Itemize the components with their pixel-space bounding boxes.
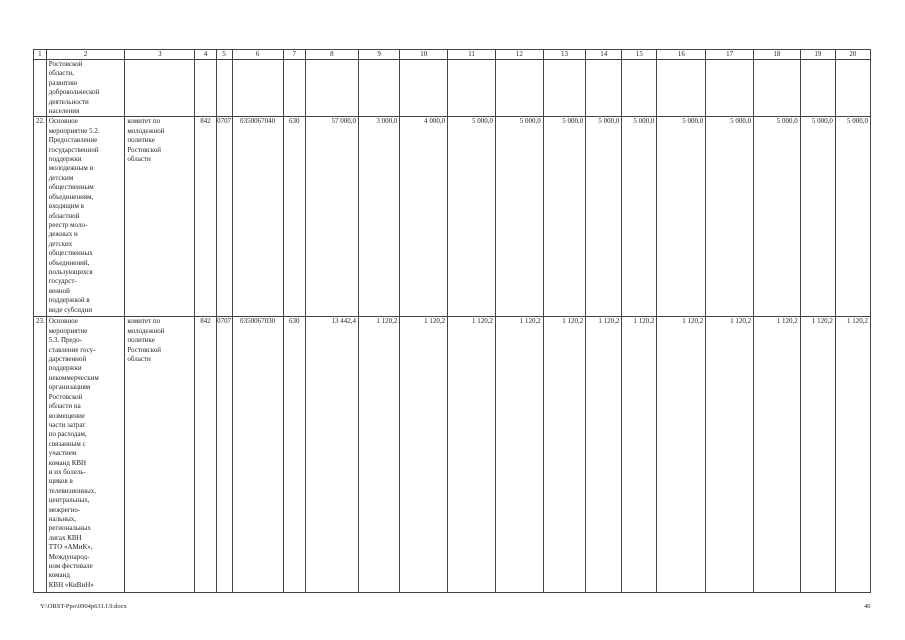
column-number: 10 (400, 50, 448, 60)
amount-cell: 5 000,0 (754, 117, 801, 317)
row-number: 23. (34, 317, 47, 593)
column-number-row (34, 50, 871, 60)
table-row (34, 60, 871, 117)
amount-cell: 5 000,0 (622, 117, 657, 317)
column-number: 3 (125, 50, 195, 60)
amount-cell: 1 120,2 (754, 317, 801, 593)
column-number: 7 (283, 50, 305, 60)
program-name-cell: Ростовской области, развитию добровольческой деятельности населения (46, 60, 125, 117)
table-row (34, 117, 871, 317)
amount-cell: 5 000,0 (800, 117, 835, 317)
amount-cell: 5 000,0 (448, 117, 496, 317)
table-row (34, 317, 871, 593)
amount-cell: 5 000,0 (495, 117, 543, 317)
amount-cell: 5 000,0 (835, 117, 870, 317)
program-name-cell: Основное мероприятие 5.2. Предоставление государственной поддержки молодежным и детским общественным объединениям, входящим в областной реестр моло- дежных и детских общественных объединений, пользующихся госудрст- венной поддержкой в виде субсидии (46, 117, 125, 317)
amount-cell: 1 120,2 (543, 317, 585, 593)
amount-cell: 1 120,2 (835, 317, 870, 593)
amount-cell: 13 442,4 (305, 317, 358, 593)
amount-cell: 57 000,0 (305, 117, 358, 317)
column-number: 4 (195, 50, 216, 60)
column-number: 6 (232, 50, 283, 60)
amount-cell: 5 000,0 (706, 117, 754, 317)
column-number: 17 (706, 50, 754, 60)
amount-cell: 1 120,2 (586, 317, 622, 593)
program-name-cell: Основное мероприятие 5.3. Предо- ставление госу- дарственной поддержки некоммерческим организациям Ростовской области на возмещение части затрат по расходам, связанным с участием команд КВН и их болель- щиков в телевизионных, центральных, межрегио- нальных, региональных лигах КВН ТТО «АМиК», Международ- ном фестивале команд КВН «КиВиН» (46, 317, 125, 593)
column-number: 18 (754, 50, 801, 60)
budget-table (33, 49, 871, 593)
column-number: 8 (305, 50, 358, 60)
vr-cell: 630 (283, 317, 305, 593)
amount-cell: 5 000,0 (586, 117, 622, 317)
column-number: 19 (800, 50, 835, 60)
amount-cell: 1 120,2 (657, 317, 706, 593)
row-number: 22. (34, 117, 47, 317)
executor-cell: комитет по молодежной политике Ростовской области (125, 317, 195, 593)
csr-cell: 0350067030 (232, 317, 283, 593)
amount-cell: 1 120,2 (495, 317, 543, 593)
amount-cell: 5 000,0 (657, 117, 706, 317)
rzpr-cell: 0707 (216, 317, 232, 593)
column-number: 13 (543, 50, 585, 60)
column-number: 1 (34, 50, 47, 60)
amount-cell: 1 120,2 (800, 317, 835, 593)
executor-cell: комитет по молодежной политике Ростовской области (125, 117, 195, 317)
amount-cell: 1 120,2 (706, 317, 754, 593)
amount-cell: 1 120,2 (358, 317, 399, 593)
vr-cell: 630 (283, 117, 305, 317)
column-number: 5 (216, 50, 232, 60)
rzpr-cell: 0707 (216, 117, 232, 317)
amount-cell: 4 000,0 (400, 117, 448, 317)
page-number: 40 (864, 603, 871, 610)
column-number: 20 (835, 50, 870, 60)
csr-cell: 0350067040 (232, 117, 283, 317)
column-number: 11 (448, 50, 496, 60)
file-path: Y:\ORST-Ppo\0904p631.f.9.docx (40, 603, 127, 610)
amount-cell: 1 120,2 (622, 317, 657, 593)
amount-cell: 3 000,0 (358, 117, 399, 317)
column-number: 9 (358, 50, 399, 60)
amount-cell: 1 120,2 (400, 317, 448, 593)
grbs-cell: 842 (195, 117, 216, 317)
column-number: 2 (46, 50, 125, 60)
amount-cell: 5 000,0 (543, 117, 585, 317)
column-number: 14 (586, 50, 622, 60)
column-number: 12 (495, 50, 543, 60)
column-number: 15 (622, 50, 657, 60)
grbs-cell: 842 (195, 317, 216, 593)
amount-cell: 1 120,2 (448, 317, 496, 593)
column-number: 16 (657, 50, 706, 60)
